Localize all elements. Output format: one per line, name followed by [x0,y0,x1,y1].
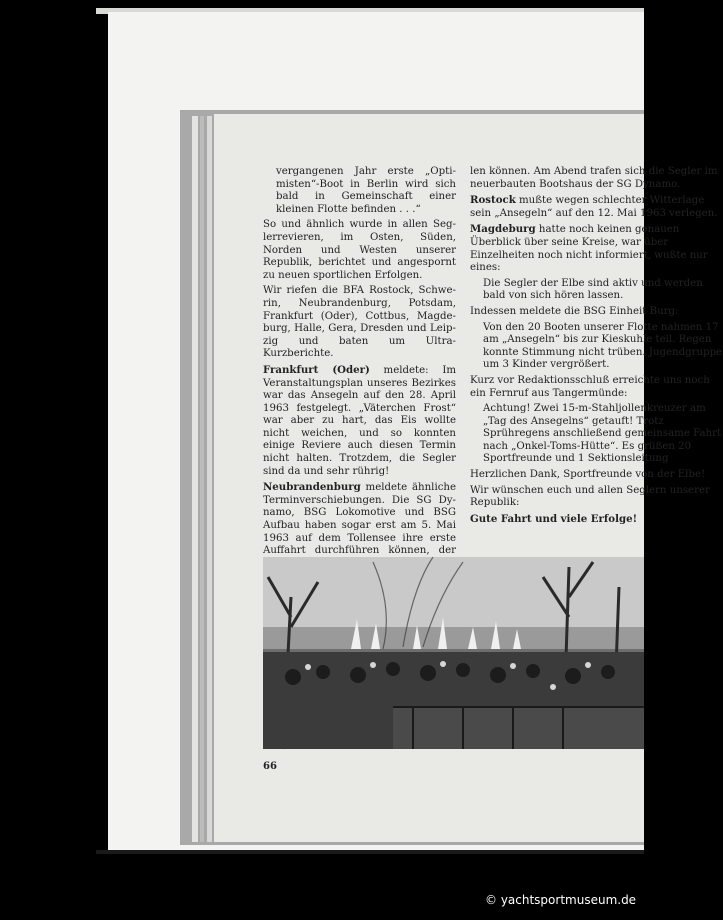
page-edge [200,116,204,842]
quote: Achtung! Zwei 15-m-Stahljollenkreuzer am „Tag des Ansegelns“ getauft! Trotz Sprühregens anschließend gemeinsame Fahrt nach „Onkel-Toms-Hütte“. Es grüßen 20 Sportfreunde und 1 Sektionsleitung [483,403,722,465]
paragraph-text: mußte wegen schlechter Witterlage sein „Ansegeln“ auf den 12. Mai 1963 verlegen. [470,195,718,219]
watermark: © yachtsportmuseum.de [485,893,637,907]
closing-line [470,513,720,527]
photo-regatta-crowd [263,557,644,749]
closing-text: Gute Fahrt und viele Erfolge! [470,512,638,525]
quote: Von den 20 Booten unserer Flotte nahmen 17 am „Ansegeln“ bis zur Kieskuhle teil. Regen konnte Stimmung nicht trüben. Jugendgruppe um 3 Kinder vergrößert. [483,321,723,371]
paragraph: Wir riefen die BFA Rostock, Schwerin, Neubrandenburg, Potsdam, Frankfurt (Oder), Cottbus, Magdeburg, Halle, Gera, Dresden und Leipzig und baten um Ultra-Kurzberichte. [263,285,456,360]
paragraph: Kurz vor Redaktionsschluß erreichte uns noch ein Fernruf aus Tangermünde: [470,374,710,399]
sheet-bottom-edge [96,850,644,854]
paragraph [470,223,720,274]
region-name: Neubrandenburg [263,481,361,494]
paragraph-text: hatte noch keinen genauen Überblick über seine Kreise, war über Einzelheiten noch nicht informiert, wußte nur eines: [470,224,708,274]
paragraph-text: meldete ähnliche Terminverschiebungen. Die SG Dynamo, BSG Lokomotive und BSG Aufbau haben sogar erst am 5. Mai 1963 auf dem Tollensee ihre erste Auffahrt durchführen können, der [263,482,456,557]
paragraph: len können. Am Abend trafen sich die Segler im neuerbauten Bootshaus der SG Dynamo. [470,166,718,190]
region-name: Rostock [470,194,516,207]
text-column-left [263,166,456,624]
page-number: 66 [263,761,277,772]
paragraph: Indessen meldete die BSG Einheit Burg: [470,305,679,317]
quote: Die Segler der Elbe sind aktiv und werden bald von sich hören lassen. [483,277,703,302]
text-column-right [470,166,723,529]
photo-illustration [263,557,644,749]
page-edge [192,116,198,842]
paragraph: Herzlichen Dank, Sportfreunde von der Elbe! [470,469,706,481]
region-name: Magdeburg [470,223,536,236]
page-edge [207,116,212,842]
paragraph: So und ähnlich wurde in allen Seglerrevieren, im Osten, Süden, Norden und Westen unserer Republik, berichtet und angespornt zu neuen sportlichen Erfolgen. [263,219,456,281]
paragraph-text: meldete: Im Veranstaltungsplan unseres Bezirkes war das Ansegeln auf den 28. April 1963 festgelegt. „Väterchen Frost“ war aber zu hart, das Eis wollte nicht weichen, und so konnten einige Reviere auch diesen Termin nicht halten. Trotzdem, die Segler sind da und sehr rührig! [263,364,457,477]
paragraph [470,194,720,220]
region-name: Frankfurt (Oder) [263,363,370,376]
paragraph: vergangenen Jahr erste „Optimisten“-Boot in Berlin wird sich bald in Gemeinschaft einer kleinen Flotte befinden . . .“ [276,166,456,215]
paragraph [263,364,456,478]
paragraph: Wir wünschen euch und allen Seglern unserer Republik: [470,484,710,509]
